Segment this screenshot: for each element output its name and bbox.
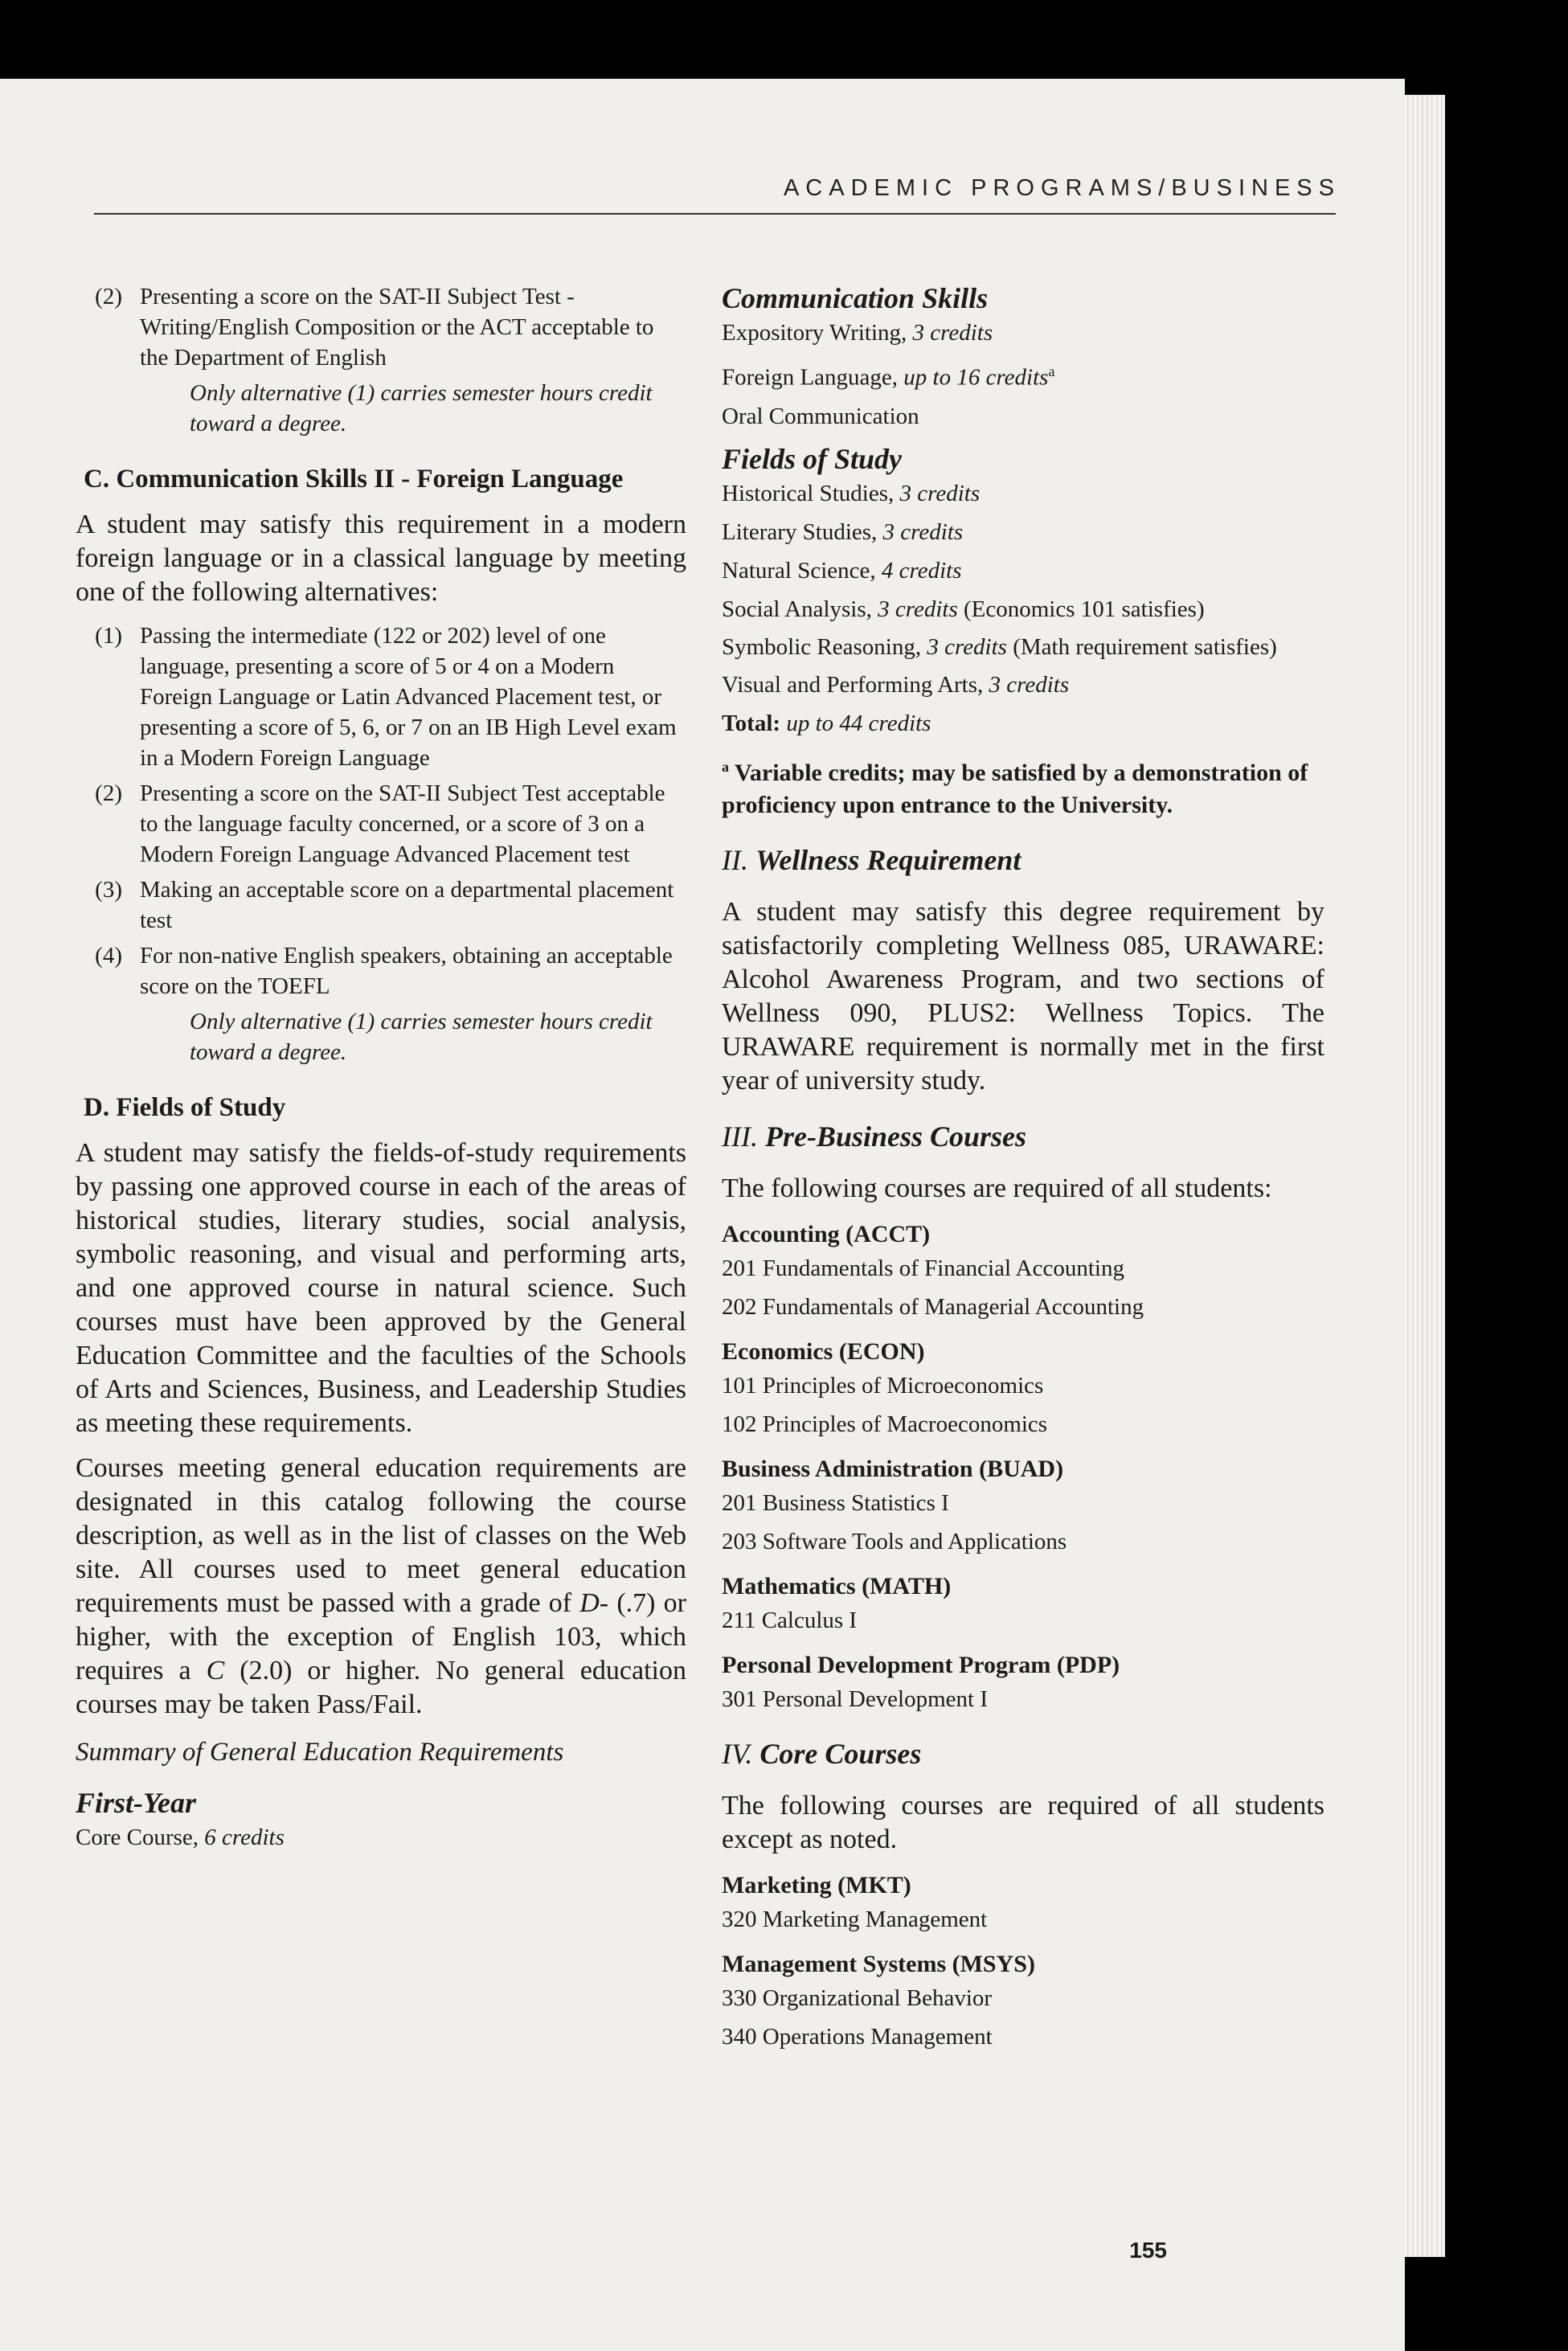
- line-label: Foreign Language,: [722, 364, 904, 391]
- requirement-line: [722, 400, 1324, 432]
- header-rule: [94, 213, 1336, 215]
- course-title: Marketing Management: [762, 1906, 988, 1932]
- total-value: up to 44 credits: [786, 710, 931, 736]
- section-heading-iii: [722, 1119, 1324, 1154]
- course-line: [722, 1604, 1324, 1636]
- line-label: Core Course,: [76, 1825, 205, 1850]
- line-label: Historical Studies,: [722, 480, 900, 506]
- course-line: [722, 1252, 1324, 1284]
- item-number: (3): [95, 877, 122, 903]
- line-label: Visual and Performing Arts,: [722, 671, 989, 698]
- paragraph: [76, 1452, 686, 1722]
- item-text: For non-native English speakers, obtaining an acceptable score on the TOEFL: [140, 943, 673, 999]
- item-number: (2): [95, 780, 122, 806]
- course-line: [722, 1291, 1324, 1323]
- line-label: Natural Science,: [722, 557, 882, 584]
- heading-text: Core Courses: [759, 1737, 922, 1770]
- list-item: [76, 621, 686, 773]
- summary-title: Summary of General Education Requirements: [76, 1738, 564, 1767]
- course-line: [722, 1487, 1324, 1519]
- course-number: 320: [722, 1906, 757, 1932]
- list-item: [76, 281, 686, 373]
- item-text: Making an acceptable score on a departmental placement test: [140, 877, 674, 933]
- footnote: [722, 751, 1324, 821]
- paragraph: The following courses are required of all students except as noted.: [722, 1790, 1324, 1854]
- course-title: Fundamentals of Managerial Accounting: [762, 1293, 1144, 1320]
- subject-heading: Personal Development Program (PDP): [722, 1651, 1120, 1678]
- course-line: [722, 1982, 1324, 2014]
- requirement-line: [722, 516, 1324, 548]
- requirement-line: [722, 317, 1324, 349]
- requirement-line: [722, 593, 1324, 625]
- page-edge-stack: [1405, 95, 1445, 2257]
- subject-heading: Business Administration (BUAD): [722, 1455, 1064, 1482]
- course-line: [722, 2021, 1324, 2053]
- line-credits: 3 credits: [878, 596, 958, 622]
- section-heading-iv: [722, 1736, 1324, 1771]
- text-run: (2.0) or higher. No general education courses may be taken Pass/Fail.: [76, 1656, 686, 1719]
- line-credits: 3 credits: [899, 480, 981, 506]
- course-title: Software Tools and Applications: [762, 1528, 1067, 1554]
- footnote-text: Variable credits; may be satisfied by a demonstration of proficiency upon entrance to the University.: [722, 759, 1308, 818]
- course-number: 201: [722, 1489, 757, 1516]
- group-heading: Communication Skills: [722, 282, 989, 314]
- line-label: Social Analysis,: [722, 596, 878, 622]
- list-item: [76, 874, 686, 936]
- course-title: Business Statistics I: [762, 1489, 949, 1516]
- group-heading: First-Year: [76, 1787, 197, 1819]
- requirement-line: [722, 477, 1324, 510]
- grade: D-: [579, 1588, 609, 1618]
- footnote-marker: a: [722, 758, 729, 775]
- course-number: 201: [722, 1255, 757, 1281]
- grade: C: [206, 1656, 225, 1685]
- total-line: [722, 707, 1324, 739]
- line-extra: (Economics 101 satisfies): [957, 596, 1205, 622]
- course-title: Fundamentals of Financial Accounting: [762, 1255, 1124, 1281]
- course-line: [722, 1370, 1324, 1402]
- heading-text: Wellness Requirement: [755, 843, 1021, 876]
- item-text: Presenting a score on the SAT-II Subject Test acceptable to the language faculty concerned, or a score of 3 on a Modern Foreign Language Advanced Placement test: [140, 780, 665, 867]
- item-number: (1): [95, 623, 122, 649]
- group-heading: Fields of Study: [722, 442, 903, 475]
- subject-heading: Management Systems (MSYS): [722, 1950, 1035, 1977]
- course-title: Calculus I: [761, 1607, 858, 1633]
- course-title: Principles of Macroeconomics: [762, 1411, 1048, 1437]
- course-number: 340: [722, 2023, 757, 2050]
- heading-text: Pre-Business Courses: [764, 1120, 1027, 1153]
- course-title: Operations Management: [762, 2023, 993, 2050]
- course-number: 203: [722, 1528, 757, 1554]
- item-text: Presenting a score on the SAT-II Subject Test - Writing/English Composition or the ACT acceptable to the Department of English: [140, 284, 654, 371]
- left-column: [76, 281, 686, 2351]
- course-number: 101: [722, 1372, 757, 1399]
- paragraph: A student may satisfy the fields-of-study requirements by passing one approved course in each of the areas of historical studies, literary studies, social analysis, symbolic reasoning, and visual and performing arts, and one approved course in natural science. Such courses must have been approved by the General Education Committee and the faculties of the Schools of Arts and Sciences, Business, and Leadership Studies as meeting these requirements.: [76, 1138, 686, 1438]
- right-column: [722, 281, 1324, 2351]
- list-item: [76, 940, 686, 1001]
- page-number: 155: [1129, 2238, 1167, 2263]
- paragraph: A student may satisfy this degree requirement by satisfactorily completing Wellness 085, URAWARE: Alcohol Awareness Program, and two sections of Wellness 090, PLUS2: Wellness Topics. The URAWARE requirement is normally met in the first year of university study.: [722, 896, 1324, 1096]
- course-title: Principles of Microeconomics: [762, 1372, 1044, 1399]
- italic-note: Only alternative (1) carries semester hours credit toward a degree.: [190, 1009, 653, 1065]
- total-label: Total:: [722, 710, 781, 736]
- subject-heading: Mathematics (MATH): [722, 1572, 952, 1599]
- course-number: 301: [722, 1685, 757, 1712]
- section-heading-d: D. Fields of Study: [84, 1093, 286, 1122]
- line-credits: 3 credits: [927, 633, 1007, 660]
- course-number: 211: [722, 1607, 756, 1633]
- course-number: 202: [722, 1293, 757, 1320]
- footnote-marker: a: [1048, 363, 1055, 379]
- line-credits: 3 credits: [989, 671, 1070, 698]
- line-credits: 3 credits: [912, 320, 993, 346]
- line-label: Literary Studies,: [722, 518, 883, 545]
- item-number: (4): [95, 943, 122, 969]
- line-extra: (Math requirement satisfies): [1006, 633, 1277, 660]
- line-label: Symbolic Reasoning,: [722, 633, 927, 660]
- requirement-line: [722, 355, 1324, 394]
- line-credits: 4 credits: [881, 557, 962, 584]
- text-run: (.7) or higher, with the exception of English 103, which requires a: [76, 1588, 686, 1685]
- course-line: [722, 1683, 1324, 1715]
- paragraph: The following courses are required of all students:: [722, 1173, 1272, 1203]
- roman-numeral: II.: [722, 843, 748, 876]
- paragraph: A student may satisfy this requirement in a modern foreign language or in a classical language by meeting one of the following alternatives:: [76, 510, 686, 607]
- line-label: Oral Communication: [722, 403, 919, 429]
- item-number: (2): [95, 284, 122, 309]
- running-head: ACADEMIC PROGRAMS/BUSINESS: [783, 175, 1341, 201]
- line-credits: up to 16 credits: [903, 364, 1049, 391]
- requirement-line: [722, 555, 1324, 587]
- line-label: Expository Writing,: [722, 320, 913, 346]
- text-run: Courses meeting general education requirements are designated in this catalog following the course description, as well as in the list of classes on the Web site. All courses used to meet general education requirements must be passed with a grade of: [76, 1453, 686, 1618]
- list-item: [76, 778, 686, 870]
- roman-numeral: IV.: [722, 1737, 753, 1770]
- course-line: [722, 1408, 1324, 1440]
- requirement-line: [722, 632, 1324, 662]
- item-text: Passing the intermediate (122 or 202) level of one language, presenting a score of 5 or 4 on a Modern Foreign Language or Latin Advanced Placement test, or presenting a score of 5, 6, or 7 on an IB High Level exam in a Modern Foreign Language: [140, 623, 677, 771]
- catalog-page: [0, 79, 1405, 2351]
- section-heading-c: C. Communication Skills II - Foreign Language: [84, 465, 624, 494]
- course-title: Personal Development I: [762, 1685, 989, 1712]
- line-credits: 6 credits: [204, 1825, 285, 1850]
- section-heading-ii: [722, 842, 1324, 878]
- roman-numeral: III.: [722, 1120, 758, 1153]
- course-number: 102: [722, 1411, 757, 1437]
- requirement-line: [722, 669, 1324, 701]
- requirement-line: [76, 1821, 686, 1853]
- line-credits: 3 credits: [882, 518, 964, 545]
- subject-heading: Economics (ECON): [722, 1337, 925, 1365]
- course-line: [722, 1526, 1324, 1558]
- subject-heading: Marketing (MKT): [722, 1871, 911, 1898]
- course-number: 330: [722, 1984, 757, 2011]
- subject-heading: Accounting (ACCT): [722, 1220, 931, 1247]
- italic-note: Only alternative (1) carries semester hours credit toward a degree.: [190, 380, 653, 436]
- course-title: Organizational Behavior: [762, 1984, 993, 2011]
- course-line: [722, 1903, 1324, 1935]
